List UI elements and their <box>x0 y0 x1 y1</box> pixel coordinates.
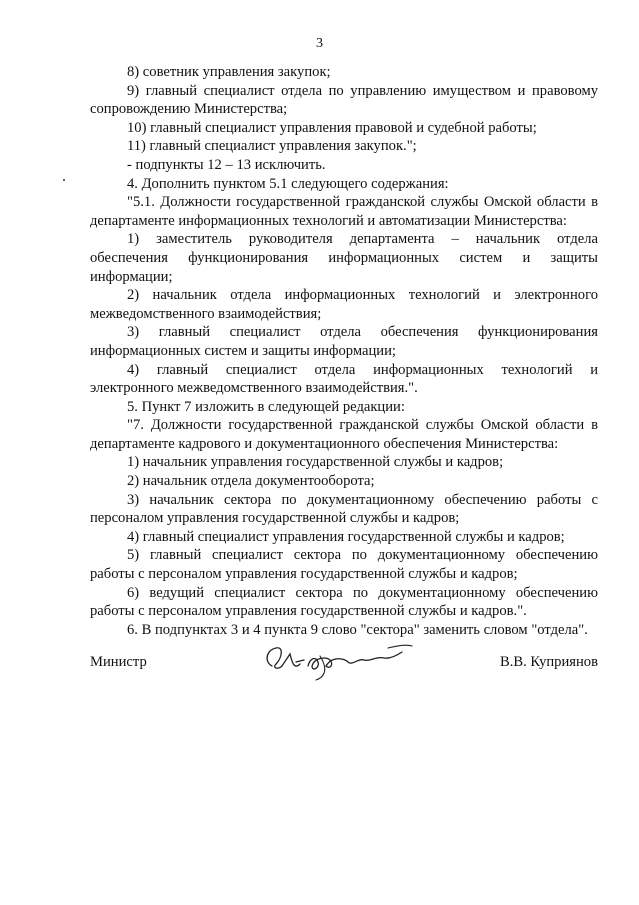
paragraph: 5. Пункт 7 изложить в следующей редакции: <box>127 398 405 415</box>
signature-block <box>90 644 598 680</box>
signatory-title: Министр <box>90 654 147 670</box>
paragraph: 6. В подпунктах 3 и 4 пункта 9 слово "сектора" заменить словом "отдела". <box>127 621 588 638</box>
paragraph: 4. Дополнить пунктом 5.1 следующего содержания: <box>127 175 449 192</box>
paragraph: 9) главный специалист отдела по управлению имуществом и правовому сопровождению Министерства; <box>90 82 598 118</box>
paragraph: 11) главный специалист управления закупок."; <box>127 138 417 155</box>
paragraph: 4) главный специалист управления государственной службы и кадров; <box>127 528 565 545</box>
paragraph: 4) главный специалист отдела информационных технологий и электронного межведомственного взаимодействия.". <box>90 361 598 397</box>
paragraph: 3) главный специалист отдела обеспечения функционирования информационных систем и защиты информации; <box>90 324 598 359</box>
paragraph: "7. Должности государственной гражданской службы Омской области в департаменте кадрового и документационного обеспечения Министерства: <box>90 417 598 452</box>
signatory-name: В.В. Куприянов <box>500 654 598 670</box>
paragraph: 2) начальник отдела информационных технологий и электронного межведомственного взаимодействия; <box>90 287 598 322</box>
paragraph: 10) главный специалист управления правовой и судебной работы; <box>127 119 537 136</box>
document-body <box>90 63 598 639</box>
page-number: 3 <box>316 36 323 51</box>
paragraph: 3) начальник сектора по документационному обеспечению работы с персоналом управления государственной службы и кадров; <box>90 491 598 527</box>
paragraph: 1) заместитель руководителя департамента – начальник отдела обеспечения функционирования информационных систем и защиты информации; <box>90 231 598 285</box>
paragraph: - подпункты 12 – 13 исключить. <box>127 156 326 173</box>
paragraph: 6) ведущий специалист сектора по документационному обеспечению работы с персоналом управления государственной службы и кадров.". <box>90 584 598 620</box>
handwritten-signature <box>260 636 420 682</box>
paragraph: 1) начальник управления государственной службы и кадров; <box>127 454 504 471</box>
paragraph: 2) начальник отдела документооборота; <box>127 473 375 490</box>
scan-speck <box>63 179 65 181</box>
paragraph: 8) советник управления закупок; <box>127 64 331 80</box>
paragraph: "5.1. Должности государственной гражданской службы Омской области в департаменте информационных технологий и автоматизации Министерства: <box>90 194 598 229</box>
paragraph: 5) главный специалист сектора по документационному обеспечению работы с персоналом управления государственной службы и кадров; <box>90 547 598 583</box>
